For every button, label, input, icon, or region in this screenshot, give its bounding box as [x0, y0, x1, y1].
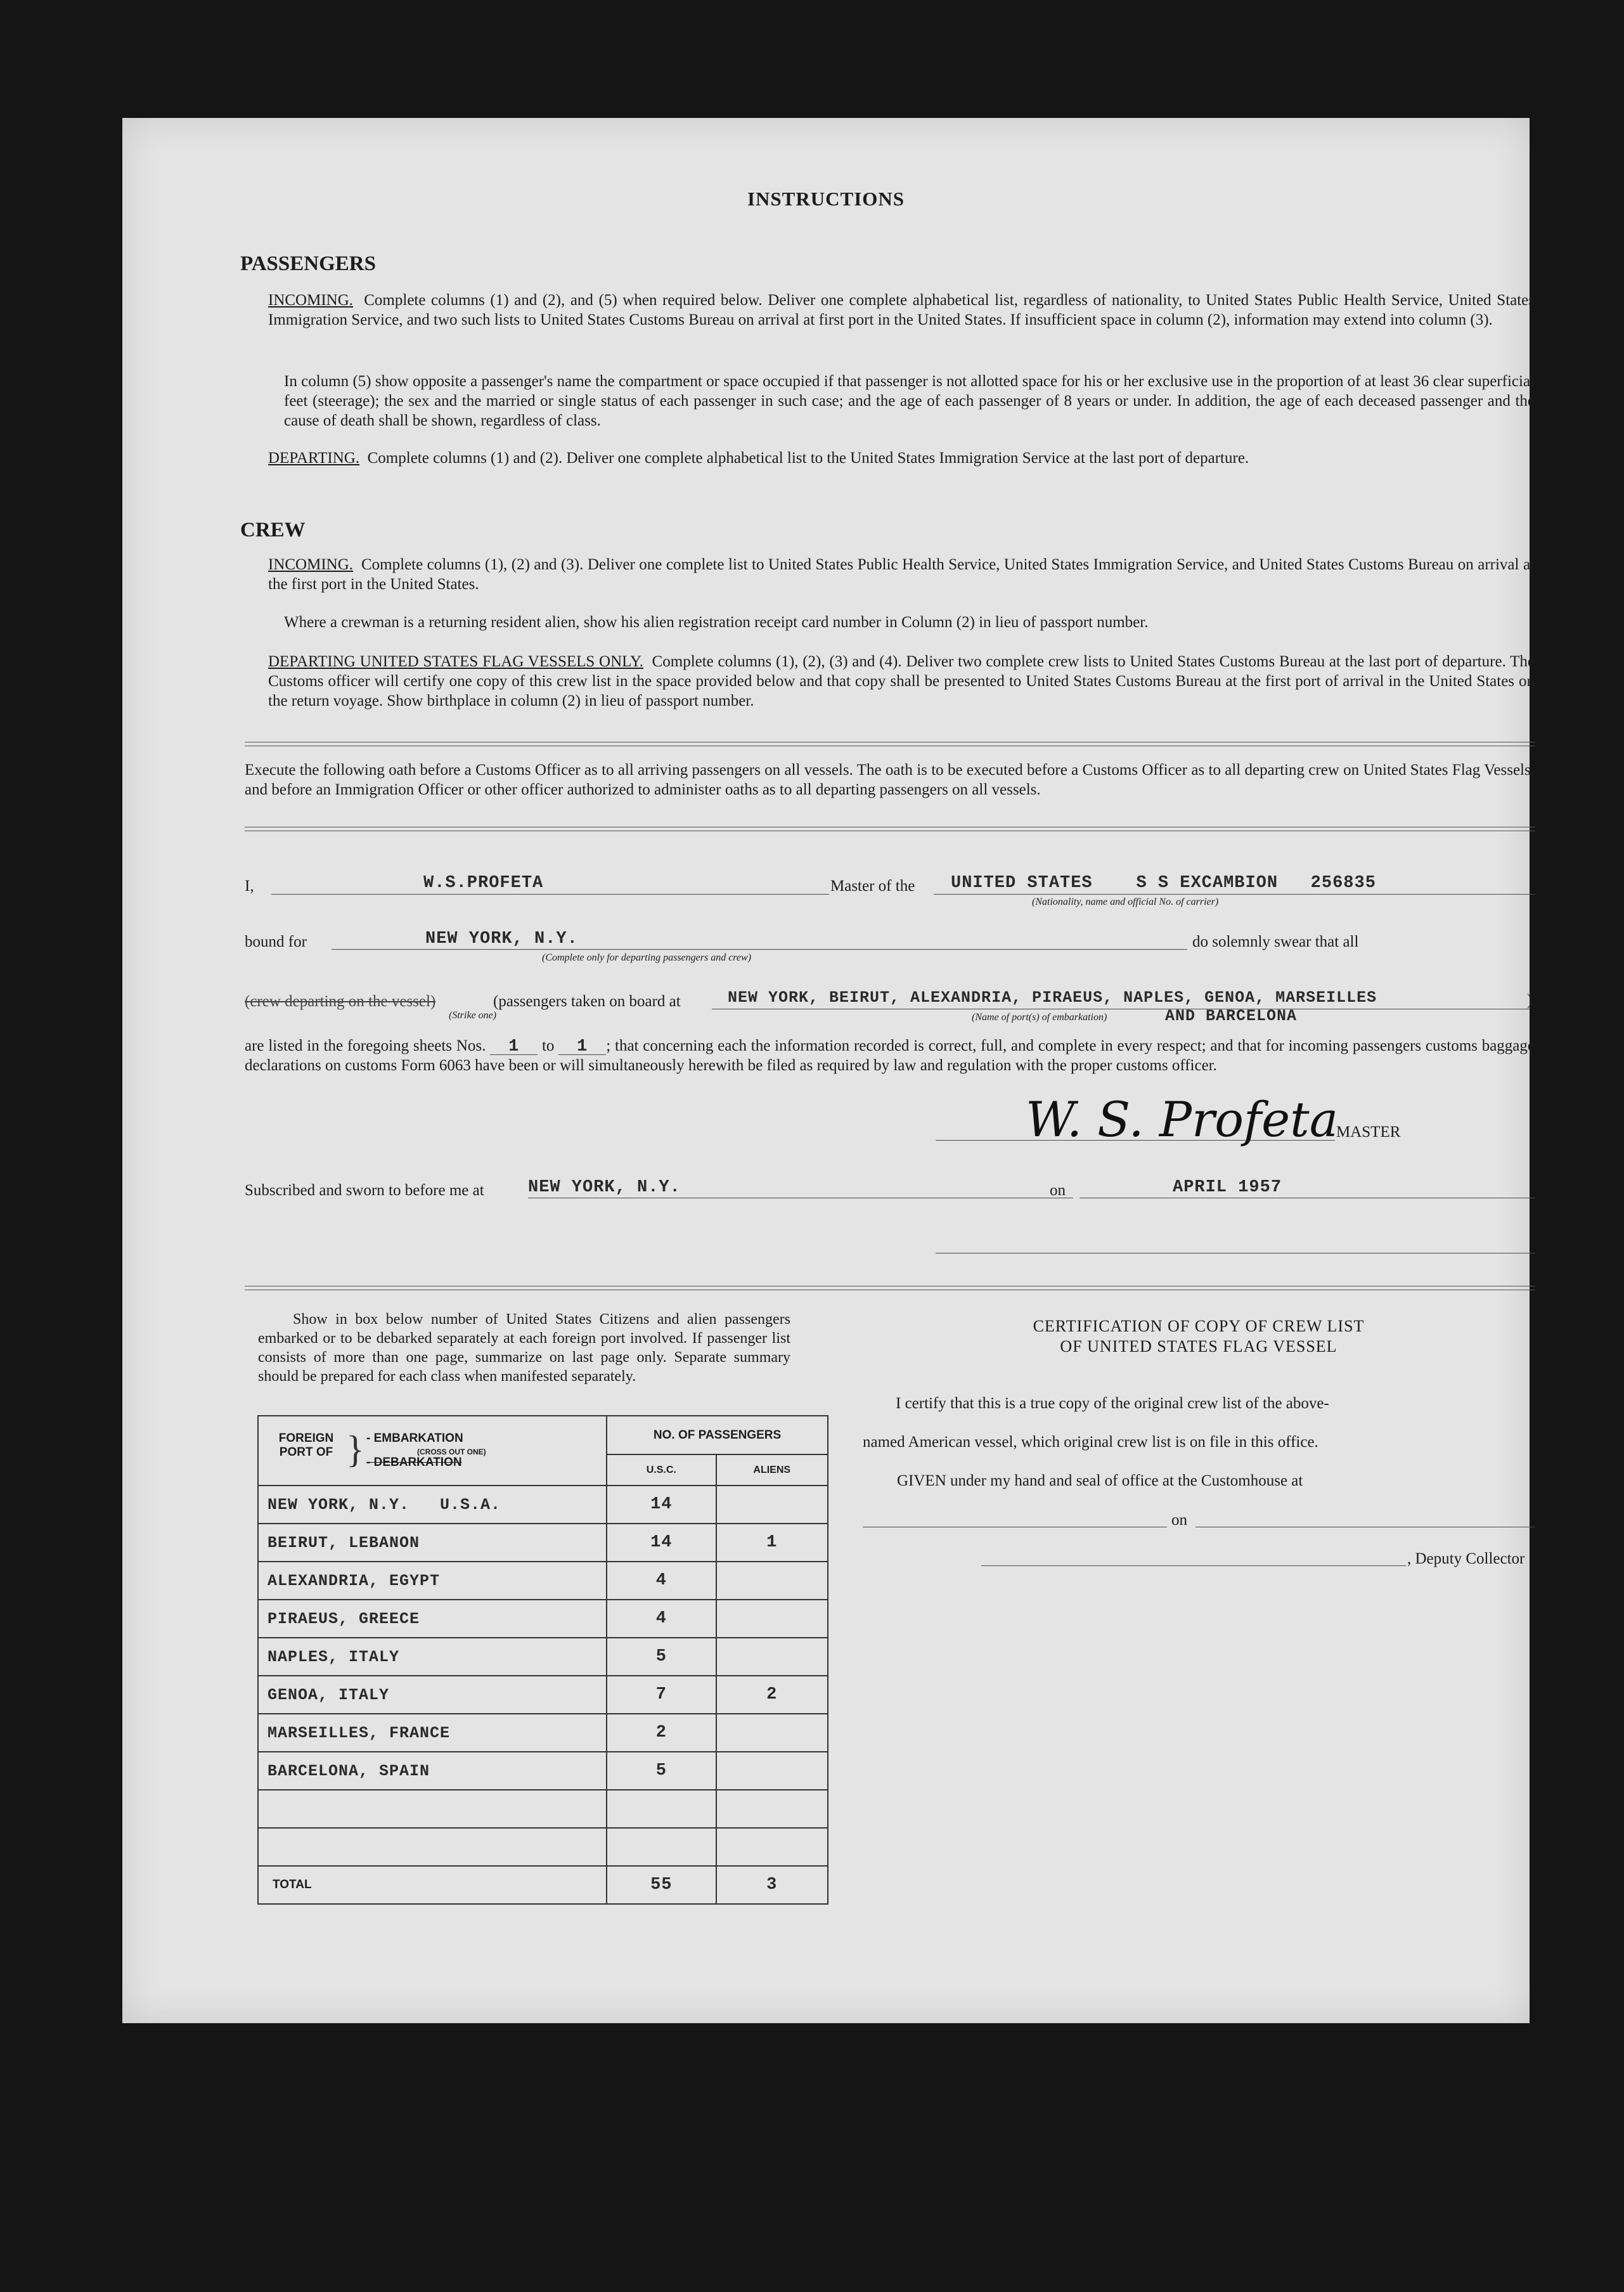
sheet-to-value: 1	[558, 1039, 606, 1055]
usc-cell	[607, 1828, 716, 1866]
passengers-departing-text: Complete columns (1) and (2). Deliver one complete alphabetical list to the United States Immigration Service at the last port of departure.	[367, 450, 1249, 467]
port-cell: PIRAEUS, GREECE	[258, 1600, 607, 1638]
aliens-cell	[716, 1790, 828, 1828]
master-signature: W. S. Profeta	[1026, 1091, 1338, 1148]
sheets-suffix: ; that concerning each the information recorded is correct, full, and complete in every respect; and that for incoming passengers customs baggage declarations on customs Form 6063 have been or will simultaneously herewith be filed as required by law and regulation with the proper customs officer.	[245, 1037, 1535, 1074]
bound-for-label: bound for	[245, 933, 307, 950]
port-cell: BARCELONA, SPAIN	[258, 1752, 607, 1790]
port-cell: MARSEILLES, FRANCE	[258, 1714, 607, 1752]
strike-caption: (Strike one)	[449, 1010, 497, 1021]
sworn-on-label: on	[1050, 1182, 1066, 1199]
usc-cell: 5	[607, 1638, 716, 1676]
table-row	[258, 1524, 828, 1562]
table-row	[258, 1600, 828, 1638]
summary-note: Show in box below number of United States Citizens and alien passengers embarked or to be debarked separately at each foreign port involved. If passenger list consists of more than one page, summarize on last page only. Separate summary should be prepared for each class when manifested separately.	[258, 1311, 790, 1385]
usc-cell: 4	[607, 1600, 716, 1638]
certification-on-label: on	[1171, 1512, 1187, 1529]
vessel-value: UNITED STATES S S EXCAMBION 256835	[951, 874, 1376, 893]
ports-value-line2: AND BARCELONA	[1165, 1007, 1298, 1025]
aliens-cell	[716, 1486, 828, 1524]
table-row	[258, 1828, 828, 1866]
crew-strike-text: (crew departing on the vessel)	[245, 993, 436, 1010]
passengers-departing-paragraph	[268, 448, 1535, 468]
usc-cell: 7	[607, 1676, 716, 1714]
port-cell: GENOA, ITALY	[258, 1676, 607, 1714]
master-label: MASTER	[1336, 1123, 1401, 1141]
table-row	[258, 1676, 828, 1714]
usc-header: U.S.C.	[607, 1454, 716, 1486]
aliens-cell	[716, 1714, 828, 1752]
total-label: TOTAL	[258, 1866, 607, 1904]
master-name-line	[271, 894, 829, 895]
passengers-incoming-paragraph	[268, 290, 1535, 330]
ports-value-line1: NEW YORK, BEIRUT, ALEXANDRIA, PIRAEUS, NAPLES, GENOA, MARSEILLES	[728, 988, 1377, 1007]
certification-title	[863, 1316, 1535, 1357]
aliens-header: ALIENS	[716, 1454, 828, 1486]
master-of-label: Master of the	[830, 877, 915, 895]
deputy-collector-label: , Deputy Collector	[1407, 1550, 1525, 1567]
sworn-date-value: APRIL 1957	[1173, 1178, 1282, 1197]
usc-cell: 14	[607, 1486, 716, 1524]
oath-i-label: I,	[245, 877, 254, 895]
crew-heading: CREW	[240, 519, 306, 541]
close-paren: )	[1527, 992, 1533, 1009]
crew-resident-paragraph: Where a crewman is a returning resident alien, show his alien registration receipt card number in Column (2) in lieu of passport number.	[284, 614, 1149, 631]
port-header-cell	[258, 1416, 607, 1486]
passengers-column5-paragraph: In column (5) show opposite a passenger's name the compartment or space occupied if that passenger is not allotted space for his or her exclusive use in the proportion of at least 36 clear superficial feet (steerage); the sex and the married or single status of each passenger in such case; and the age of each passenger of 8 years or under. In addition, the age of each deceased passenger and the cause of death shall be shown, regardless of class.	[284, 373, 1535, 429]
bound-for-caption: (Complete only for departing passengers and crew)	[542, 952, 752, 963]
crew-departing-label: DEPARTING UNITED STATES FLAG VESSELS ONLY.	[268, 653, 644, 670]
table-row	[258, 1714, 828, 1752]
port-cell	[258, 1828, 607, 1866]
total-usc-value: 55	[607, 1866, 716, 1904]
aliens-cell	[716, 1562, 828, 1600]
certification-title-line2: OF UNITED STATES FLAG VESSEL	[1060, 1337, 1337, 1356]
passengers-heading: PASSENGERS	[240, 252, 376, 275]
oath-intro-paragraph: Execute the following oath before a Customs Officer as to all arriving passengers on all vessels. The oath is to be executed before a Customs Officer as to all departing crew on United States Flag Vessels, and before an Immigration Officer or other officer authorized to administer oaths as to all departing passengers on all vessels.	[245, 761, 1535, 798]
ports-table	[257, 1415, 828, 1905]
crew-incoming-text: Complete columns (1), (2) and (3). Deliver one complete list to United States Public Health Service, United States Immigration Service, and United States Customs Bureau on arrival at the first port in the United States.	[268, 556, 1535, 593]
passengers-taken-label: (passengers taken on board at	[493, 993, 681, 1010]
bound-for-value: NEW YORK, N.Y.	[425, 929, 578, 949]
usc-cell: 5	[607, 1752, 716, 1790]
foreign-port-of-label: FOREIGN PORT OF	[278, 1432, 334, 1459]
port-cell	[258, 1790, 607, 1828]
master-name-value: W.S.PROFETA	[423, 874, 544, 893]
divider-rule	[245, 1286, 1535, 1290]
total-aliens-value: 3	[716, 1866, 828, 1904]
certification-text-line1: I certify that this is a true copy of the original crew list of the above-	[896, 1395, 1329, 1412]
subscribed-label: Subscribed and sworn to before me at	[245, 1182, 484, 1199]
passengers-departing-label: DEPARTING.	[268, 450, 360, 467]
port-cell: BEIRUT, LEBANON	[258, 1524, 607, 1562]
swear-label: do solemnly swear that all	[1192, 933, 1359, 950]
aliens-cell	[716, 1600, 828, 1638]
table-row	[258, 1486, 828, 1524]
bound-for-line	[332, 949, 1187, 950]
embarkation-label: - EMBARKATION	[366, 1432, 463, 1445]
document-page	[122, 118, 1535, 2023]
aliens-cell	[716, 1828, 828, 1866]
certification-title-line1: CERTIFICATION OF COPY OF CREW LIST	[1033, 1317, 1365, 1335]
sheets-to-label: to	[541, 1037, 555, 1054]
crew-incoming-paragraph	[268, 555, 1535, 594]
passengers-incoming-text: Complete columns (1) and (2), and (5) when required below. Deliver one complete alphabetical list, regardless of nationality, to United States Public Health Service, United States Immigration Service, and two such lists to United States Customs Bureau on arrival at first port in the United States. If insufficient space in column (2), information may extend into column (3).	[268, 292, 1535, 328]
aliens-cell	[716, 1752, 828, 1790]
page-title: INSTRUCTIONS	[747, 188, 905, 210]
cross-out-note: (CROSS OUT ONE)	[417, 1447, 486, 1456]
divider-rule	[245, 827, 1535, 831]
aliens-cell: 1	[716, 1524, 828, 1562]
divider-rule	[245, 742, 1535, 746]
deputy-signature-line	[981, 1565, 1406, 1566]
aliens-cell: 2	[716, 1676, 828, 1714]
debarkation-label: - DEBARKATION	[366, 1456, 462, 1469]
usc-cell: 2	[607, 1714, 716, 1752]
sheets-prefix: are listed in the foregoing sheets Nos.	[245, 1037, 486, 1054]
certification-text-line2: named American vessel, which original crew list is on file in this office.	[863, 1434, 1318, 1451]
usc-cell: 4	[607, 1562, 716, 1600]
crew-incoming-label: INCOMING.	[268, 556, 354, 573]
usc-cell	[607, 1790, 716, 1828]
port-cell: NEW YORK, N.Y. U.S.A.	[258, 1486, 607, 1524]
aliens-cell	[716, 1638, 828, 1676]
port-cell: ALEXANDRIA, EGYPT	[258, 1562, 607, 1600]
port-cell: NAPLES, ITALY	[258, 1638, 607, 1676]
usc-cell: 14	[607, 1524, 716, 1562]
brace-glyph: }	[346, 1428, 364, 1470]
table-row	[258, 1790, 828, 1828]
table-row	[258, 1752, 828, 1790]
crew-departing-text: Complete columns (1), (2), (3) and (4). Deliver two complete crew lists to United States Customs Bureau at the last port of departure. The Customs officer will certify one copy of this crew list in the space provided below and that copy shall be presented to United States Customs Bureau at the first port of arrival in the United States on the return voyage. Show birthplace in column (2) in lieu of passport number.	[268, 653, 1535, 709]
ports-caption: (Name of port(s) of embarkation)	[972, 1012, 1107, 1023]
table-row	[258, 1562, 828, 1600]
crew-departing-paragraph	[268, 652, 1535, 711]
table-row	[258, 1638, 828, 1676]
passengers-incoming-label: INCOMING.	[268, 292, 354, 309]
vessel-line	[934, 894, 1535, 895]
passengers-count-header: NO. OF PASSENGERS	[607, 1416, 828, 1454]
sheets-paragraph	[245, 1036, 1535, 1075]
sworn-place-value: NEW YORK, N.Y.	[528, 1178, 681, 1197]
certification-text-line3: GIVEN under my hand and seal of office at the Customhouse at	[897, 1472, 1303, 1489]
vessel-caption: (Nationality, name and official No. of carrier)	[1032, 897, 1219, 907]
sheet-from-value: 1	[490, 1039, 538, 1055]
